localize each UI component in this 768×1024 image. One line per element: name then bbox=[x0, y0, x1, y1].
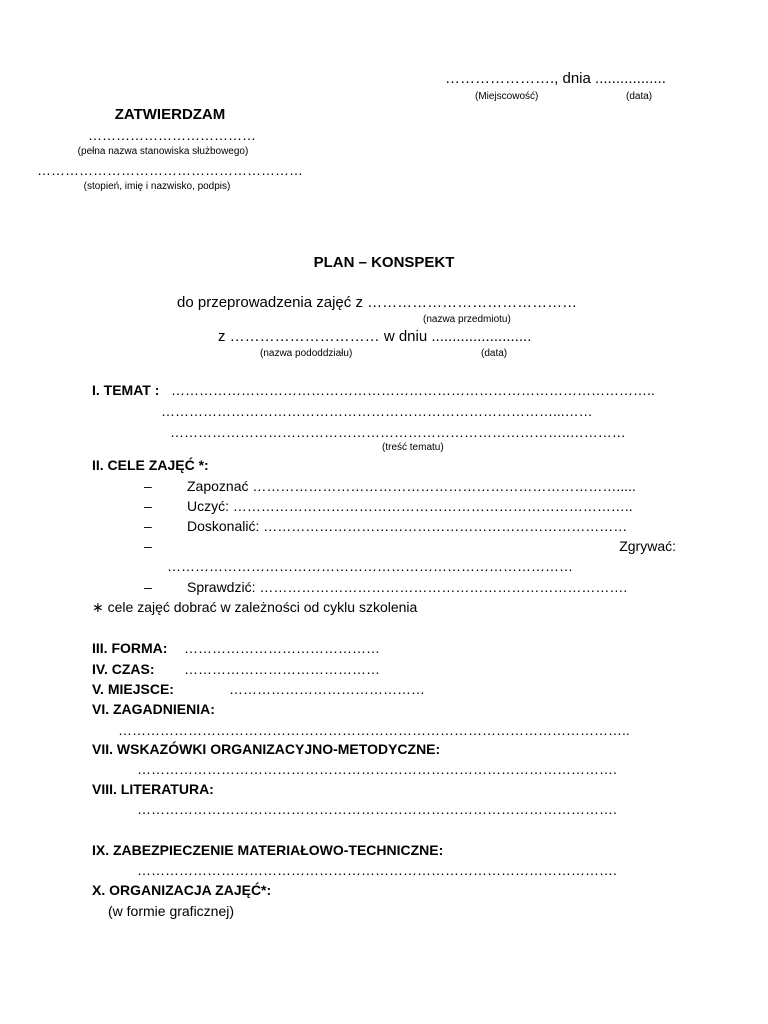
cele-dash: – bbox=[144, 478, 152, 494]
section-zagadnienia-label: VI. ZAGADNIENIA: bbox=[92, 701, 215, 717]
approval-title: ZATWIERDZAM bbox=[114, 106, 226, 123]
signature-line: ………………………………………………… bbox=[37, 162, 303, 178]
czas-line: …………………………………… bbox=[184, 661, 380, 677]
subject-caption: (nazwa przedmiotu) bbox=[423, 314, 511, 325]
cele-item-zgrywac: Zgrywać: bbox=[619, 538, 676, 554]
cele-item-uczyc: Uczyć: ………………………………………………………………………….. bbox=[187, 498, 633, 514]
section-wskazowki-label: VII. WSKAZÓWKI ORGANIZACYJNO-METODYCZNE: bbox=[92, 741, 441, 757]
place-date-line: …………………., dnia ................. bbox=[445, 70, 666, 87]
section-cele-label: II. CELE ZAJĘĆ *: bbox=[92, 457, 209, 473]
section-forma-label: III. FORMA: bbox=[92, 640, 168, 656]
section-miejsce-label: V. MIEJSCE: bbox=[92, 681, 174, 697]
temat-line-3: …………………………………………………………………………..………… bbox=[170, 424, 626, 440]
unit-caption: (nazwa pododdziału) bbox=[260, 348, 353, 359]
cele-dash: – bbox=[144, 498, 152, 514]
cele-dash: – bbox=[144, 579, 152, 595]
section-czas-label: IV. CZAS: bbox=[92, 661, 155, 677]
zagadnienia-line: ……………………………………………………………………………………………….. bbox=[118, 722, 630, 738]
literatura-line: …………………………………………………………………………………………. bbox=[137, 801, 617, 817]
section-organizacja-label: X. ORGANIZACJA ZAJĘĆ*: bbox=[92, 882, 272, 898]
forma-line: …………………………………… bbox=[184, 640, 380, 656]
section-temat-label: I. TEMAT : bbox=[92, 382, 160, 398]
cele-zgrywac-continuation: …………………………………………………………………………… bbox=[167, 558, 573, 574]
place-caption: (Miejscowość) bbox=[475, 91, 539, 102]
subject-line: do przeprowadzenia zajęć z …………………………………… bbox=[177, 294, 578, 311]
cele-footnote: ∗ cele zajęć dobrać w zależności od cyklu szkolenia bbox=[92, 599, 418, 615]
zabezpieczenie-line: …………………………………………………………………………………………. bbox=[137, 862, 617, 878]
cele-dash: – bbox=[144, 518, 152, 534]
date-caption: (data) bbox=[626, 91, 653, 102]
position-line: ……………………………… bbox=[88, 127, 256, 143]
position-caption: (pełna nazwa stanowiska służbowego) bbox=[77, 146, 249, 157]
organizacja-note: (w formie graficznej) bbox=[108, 903, 235, 919]
section-zabezpieczenie-label: IX. ZABEZPIECZENIE MATERIAŁOWO-TECHNICZNE: bbox=[92, 842, 444, 858]
temat-caption: (treść tematu) bbox=[382, 442, 444, 453]
unit-date-caption: (data) bbox=[481, 348, 508, 359]
unit-line: z ………………………… w dniu ........................ bbox=[218, 328, 532, 345]
cele-item-sprawdzic: Sprawdzić: ……………………………………………………………………. bbox=[187, 579, 628, 595]
plan-title: PLAN – KONSPEKT bbox=[313, 254, 455, 271]
miejsce-line: …………………………………… bbox=[229, 681, 425, 697]
cele-item-zapoznac: Zapoznać ……………………………………………………………………..... bbox=[187, 478, 636, 494]
temat-line-2: …………………………………………………………………………...…… bbox=[161, 403, 593, 419]
cele-item-doskonalic: Doskonalić: …………………………………………………………………… bbox=[187, 518, 628, 534]
section-literatura-label: VIII. LITERATURA: bbox=[92, 781, 214, 797]
temat-line-1: ………………………………………………………………………………………….. bbox=[171, 382, 655, 398]
signature-caption: (stopień, imię i nazwisko, podpis) bbox=[83, 181, 231, 192]
wskazowki-line: …………………………………………………………………………………………. bbox=[137, 761, 617, 777]
cele-dash: – bbox=[144, 538, 152, 554]
